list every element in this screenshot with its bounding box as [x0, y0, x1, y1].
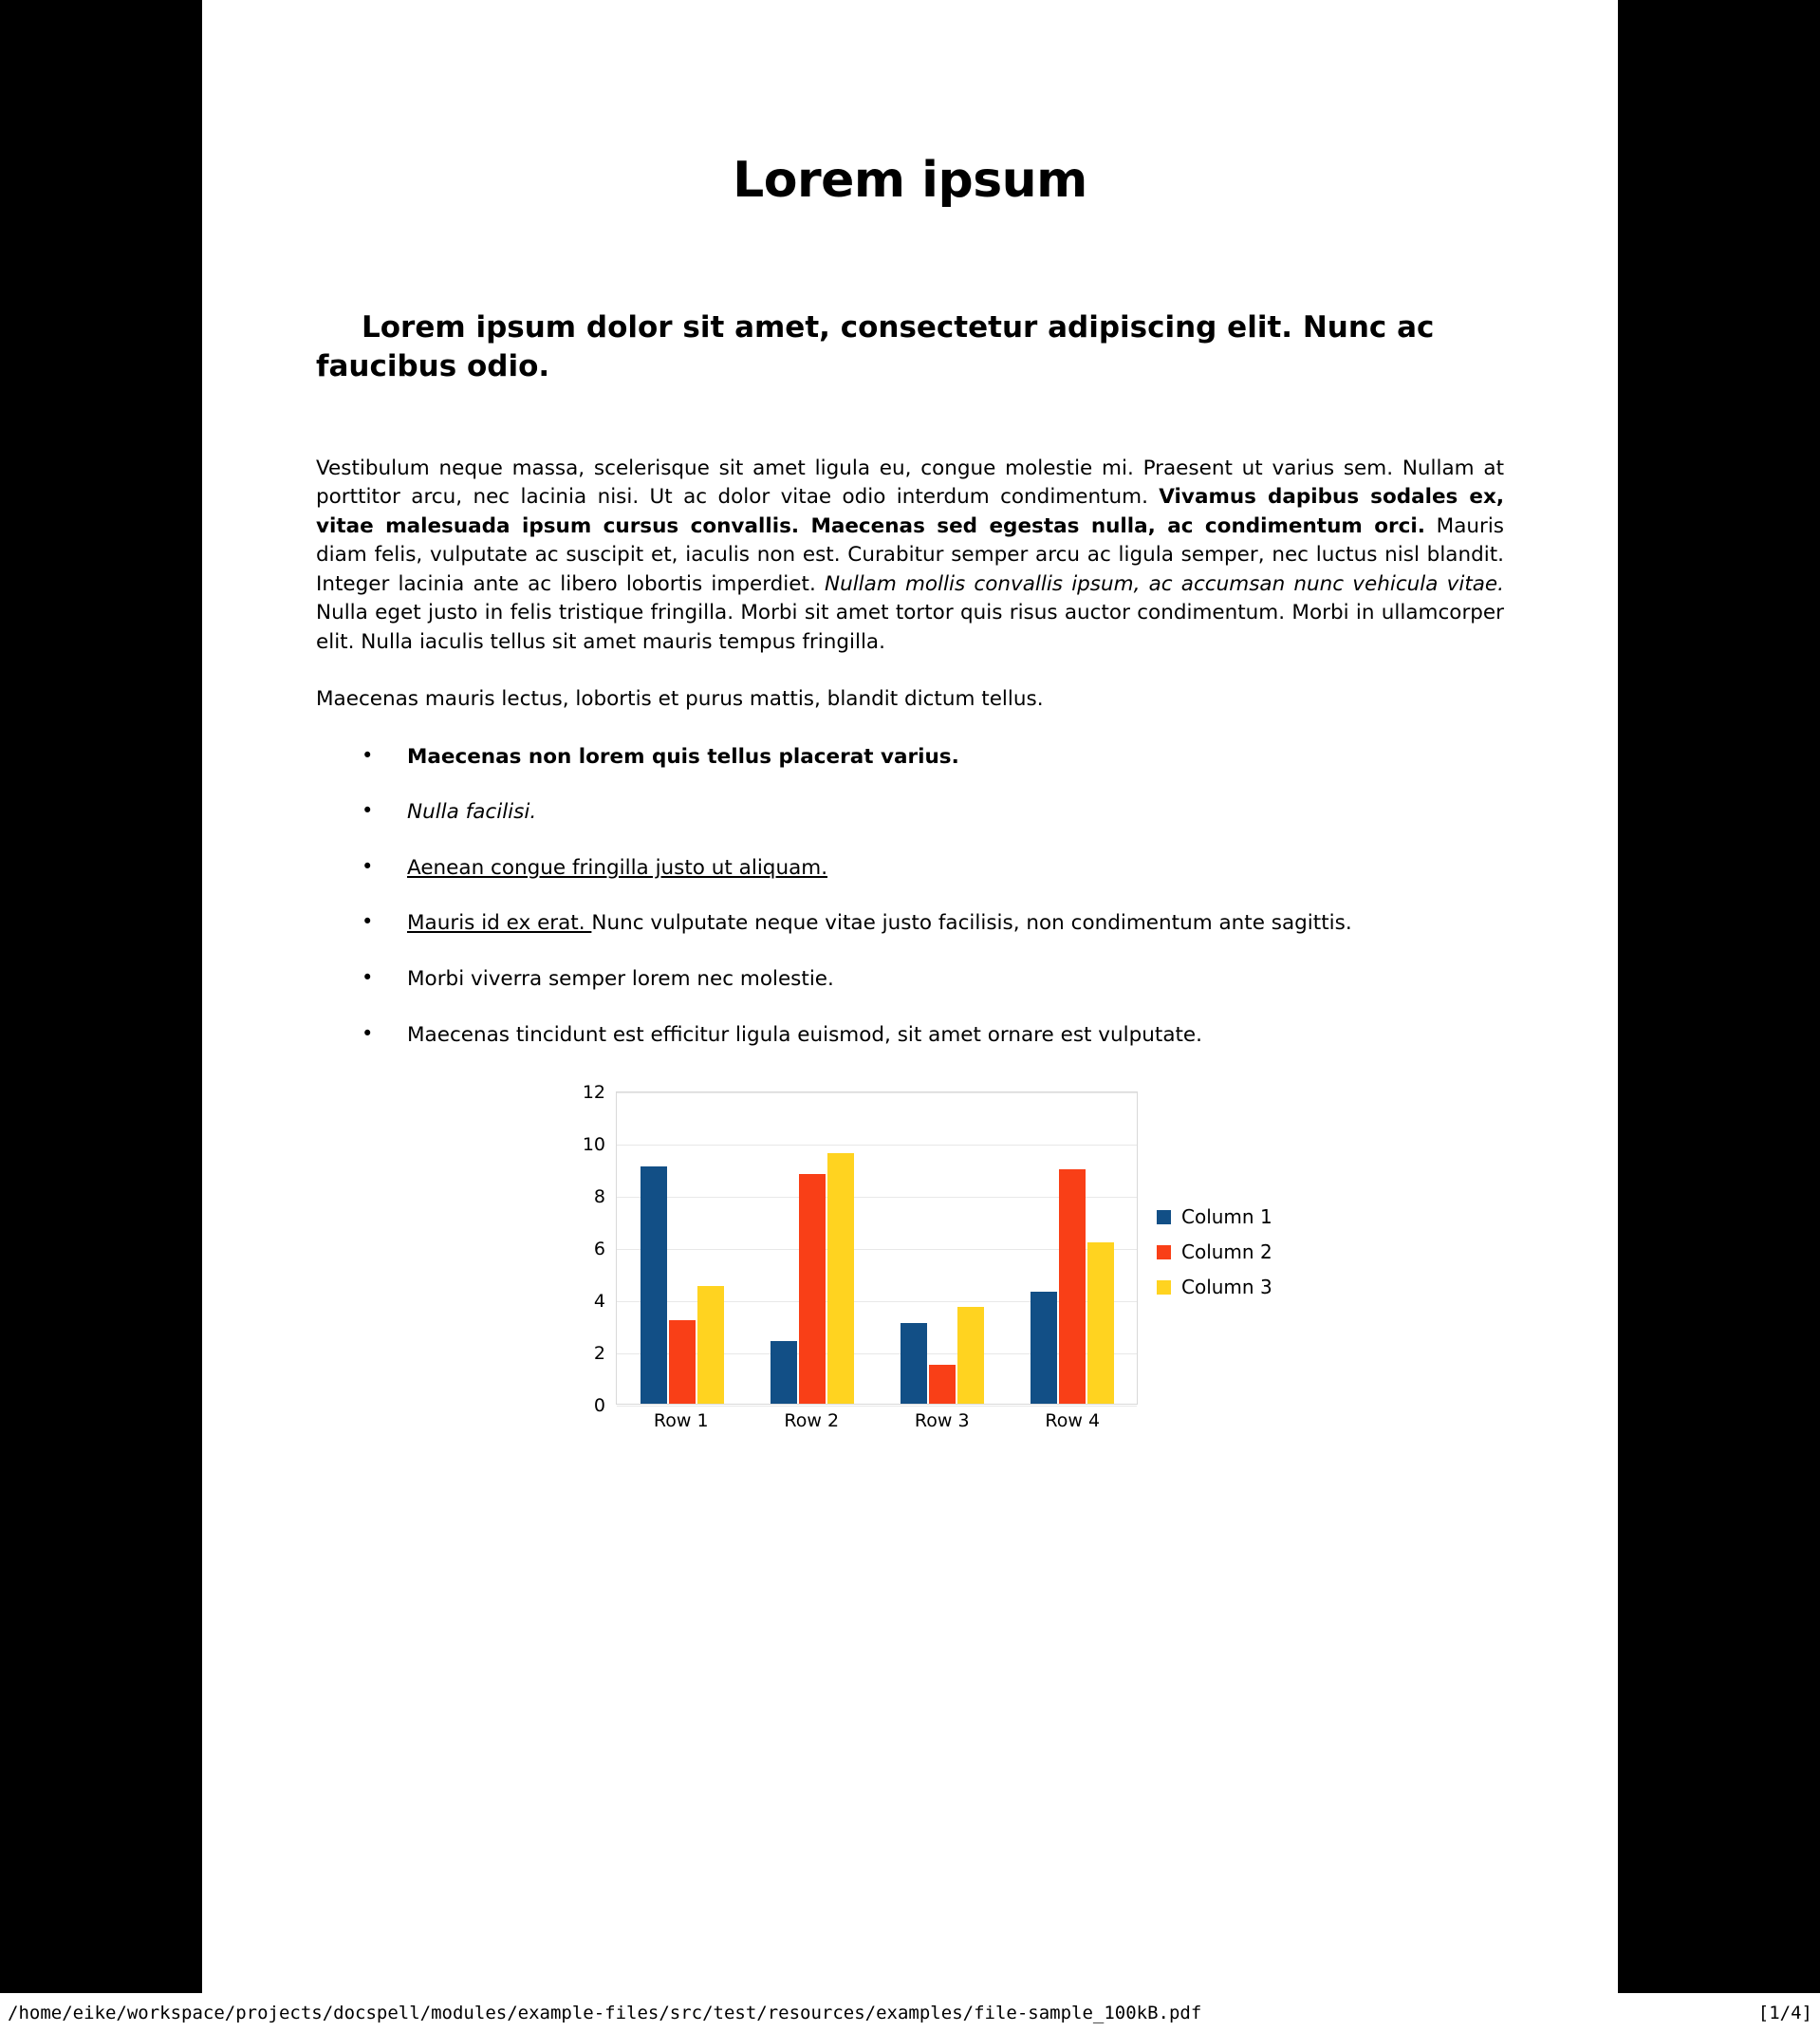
- para1-part3: Nulla eget justo in felis tristique fringilla. Morbi sit amet tortor quis risus auctor condimentum. Morbi in ullamcorper elit. Nulla iaculis tellus sit amet mauris tempus fringilla.: [316, 601, 1504, 654]
- chart-bar: [1031, 1292, 1057, 1404]
- chart-x-axis-labels: [616, 1410, 1138, 1431]
- chart-bar: [641, 1166, 667, 1404]
- para1-italic: Nullam mollis convallis ipsum, ac accumsan nunc vehicula vitae.: [824, 571, 1504, 596]
- chart-bar-group: [901, 1092, 984, 1404]
- file-path-label: /home/eike/workspace/projects/docspell/modules/example-files/src/test/resources/examples/file-sample_100kB.pdf: [8, 2002, 1202, 2023]
- chart-legend-swatch: [1157, 1245, 1171, 1259]
- list-item: [316, 743, 1504, 773]
- chart-legend-item: [1157, 1205, 1272, 1228]
- chart-bar: [827, 1153, 854, 1404]
- chart-y-tick-label: 12: [582, 1082, 605, 1104]
- chart-bar: [771, 1341, 797, 1404]
- chart-bar-group: [641, 1092, 724, 1404]
- bullet-list: [316, 715, 1504, 1050]
- chart-x-tick-label: Row 2: [784, 1410, 840, 1432]
- bar-chart: [530, 1082, 1290, 1465]
- chart-y-tick-label: 0: [593, 1395, 605, 1417]
- chart-legend-item: [1157, 1240, 1272, 1263]
- list-item: [316, 1021, 1504, 1051]
- chart-bar: [1087, 1242, 1114, 1405]
- chart-bar: [957, 1307, 984, 1404]
- chart-bar: [1059, 1169, 1086, 1405]
- chart-legend-swatch: [1157, 1210, 1171, 1224]
- page-title: Lorem ipsum: [733, 152, 1087, 209]
- chart-bars: [617, 1092, 1137, 1404]
- chart-bar: [669, 1320, 696, 1404]
- chart-gridline: [593, 1395, 1137, 1417]
- para1-bold: Vivamus dapibus sodales ex, vitae malesuada ipsum cursus convallis. Maecenas sed egestas nulla, ac condimentum orci.: [316, 485, 1504, 538]
- list-item: [316, 965, 1504, 995]
- chart-bar: [799, 1174, 826, 1404]
- document-subtitle: Lorem ipsum dolor sit amet, consectetur adipiscing elit. Nunc ac faucibus odio.: [316, 310, 1435, 383]
- chart-plot-area: [582, 1082, 1138, 1417]
- list-item-text: Nulla facilisi.: [407, 800, 537, 825]
- chart-legend-label: Column 2: [1181, 1240, 1272, 1264]
- chart-x-tick-label: Row 3: [914, 1410, 970, 1432]
- chart-legend: [1157, 1205, 1272, 1311]
- chart-y-tick-label: 4: [593, 1291, 605, 1313]
- body-paragraph-1: [316, 386, 1504, 658]
- list-item: [316, 909, 1504, 939]
- list-item-text: Morbi viverra semper lorem nec molestie.: [407, 967, 834, 991]
- chart-bar: [901, 1323, 927, 1404]
- list-item-text: Nunc vulputate neque vitae justo facilisis, non condimentum ante sagittis.: [591, 911, 1352, 936]
- chart-y-tick-label: 2: [593, 1343, 605, 1365]
- list-item-text: Maecenas non lorem quis tellus placerat varius.: [407, 744, 959, 769]
- list-item-text: Aenean congue fringilla justo ut aliquam.: [407, 855, 828, 880]
- chart-x-tick-label: Row 4: [1045, 1410, 1101, 1432]
- chart-bar-group: [771, 1092, 854, 1404]
- chart-x-tick-label: Row 1: [653, 1410, 709, 1432]
- chart-legend-label: Column 3: [1181, 1276, 1272, 1299]
- chart-y-tick-label: 10: [582, 1134, 605, 1156]
- chart-bar: [929, 1365, 956, 1404]
- chart-bar: [697, 1286, 724, 1404]
- chart-bar-group: [1031, 1092, 1114, 1404]
- para1-part1: Vestibulum neque massa, scelerisque sit amet ligula eu, congue molestie mi. Praesent ut varius sem. Nullam at porttitor arcu, nec lacinia nisi. Ut ac dolor vitae odio interdum condimentum.: [316, 456, 1504, 510]
- chart-legend-item: [1157, 1276, 1272, 1298]
- chart-y-tick-label: 8: [593, 1186, 605, 1208]
- viewer-status-bar: [0, 1993, 1820, 2032]
- chart-legend-label: Column 1: [1181, 1205, 1272, 1229]
- list-item: [316, 798, 1504, 828]
- list-item: [316, 854, 1504, 884]
- pdf-page: [202, 0, 1618, 1993]
- list-item-underlined-lead: Mauris id ex erat.: [407, 911, 592, 936]
- chart-y-tick-label: 6: [593, 1239, 605, 1260]
- para1-part2: Mauris diam felis, vulputate ac suscipit et, iaculis non est. Curabitur semper arcu ac ligula semper, nec luctus nisl blandit. Integer lacinia ante ac libero lobortis imperdiet.: [316, 513, 1505, 596]
- list-item-text: Maecenas tincidunt est efficitur ligula euismod, sit amet ornare est vulputate.: [407, 1022, 1202, 1047]
- chart-legend-swatch: [1157, 1280, 1171, 1295]
- body-paragraph-2: Maecenas mauris lectus, lobortis et purus mattis, blandit dictum tellus.: [316, 687, 1044, 712]
- page-indicator: [1/4]: [1757, 2002, 1812, 2023]
